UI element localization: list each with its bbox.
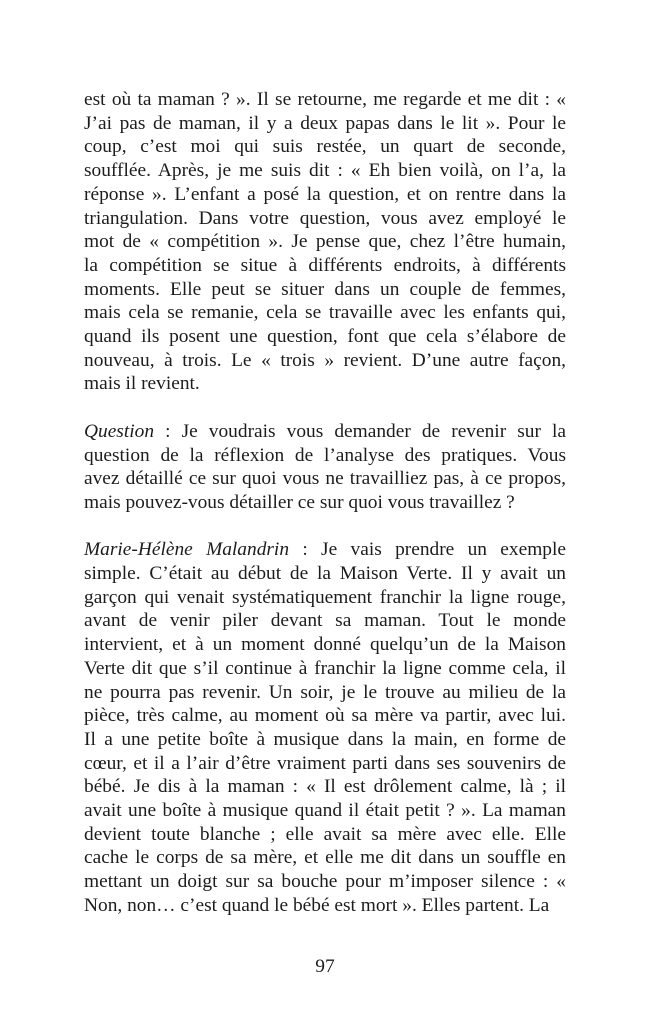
text-line [84,728,566,752]
text-segment: avez détaillé ce sur quoi vous ne travailliez pas, à ce propos, [84,468,566,490]
text-segment: question de la réflexion de l’analyse des pratiques. Vous [84,444,566,466]
text-segment: : Je voudrais vous demander de revenir sur la [154,420,566,442]
text-segment: mais cela se remanie, cela se travaille avec les enfants qui, [84,302,566,324]
text-segment: triangulation. Dans votre question, vous avez employé le [84,207,566,229]
text-segment: mot de « compétition ». Je pense que, chez l’être humain, [84,231,566,253]
text-line [84,207,566,231]
text-line [84,562,566,586]
text-line [84,704,566,728]
text-segment: : Je vais prendre un exemple [289,539,566,561]
text-line [84,135,566,159]
text-line [84,159,566,183]
paragraph-question [84,420,566,515]
text-line [84,799,566,823]
text-segment: moments. Elle peut se situer dans un couple de femmes, [84,278,566,300]
text-line [84,586,566,610]
text-segment: avant de venir piler devant sa maman. Tout le monde [84,610,566,632]
text-line [84,467,566,491]
text-segment: coup, c’est moi qui suis restée, un quart de seconde, [84,136,566,158]
text-line [84,254,566,278]
text-line [84,420,566,444]
text-segment: ne pourra pas revenir. Un soir, je le trouve au milieu de la [84,681,566,703]
text-segment: mais pouvez-vous détailler ce sur quoi vous travaillez ? [84,491,515,513]
text-segment: Il a une petite boîte à musique dans la main, en forme de [84,728,566,750]
text-line [84,657,566,681]
text-line [84,349,566,373]
text-segment: bébé. Je dis à la maman : « Il est drôlement calme, là ; il [84,776,566,798]
text-segment: devient toute blanche ; elle avait sa mère avec elle. Elle [84,823,566,845]
text-line [84,372,566,396]
text-segment: nouveau, à trois. Le « trois » revient. D’une autre façon, [84,349,566,371]
text-segment: pièce, très calme, au moment où sa mère va partir, avec lui. [84,705,566,727]
speaker-name: Marie-Hélène Malandrin [84,539,290,561]
text-line [84,752,566,776]
text-line [84,88,566,112]
text-line [84,681,566,705]
text-line [84,112,566,136]
paragraph-malandrin-answer [84,538,566,917]
text-segment: Verte dit que s’il continue à franchir la ligne comme cela, il [84,657,566,679]
text-line [84,444,566,468]
text-line [84,301,566,325]
text-line [84,775,566,799]
text-segment: garçon qui venait systématiquement franchir la ligne rouge, [84,586,566,608]
text-segment: est où ta maman ? ». Il se retourne, me regarde et me dit : « [84,89,566,110]
text-segment: mettant un doigt sur sa bouche pour m’imposer silence : « [84,871,566,893]
text-line [84,325,566,349]
text-line [84,846,566,870]
text-line [84,183,566,207]
text-line [84,230,566,254]
speaker-name: Question [84,420,155,442]
text-segment: J’ai pas de maman, il y a deux papas dans le lit ». Pour le [84,112,566,134]
text-line [84,491,566,515]
page-number: 97 [315,956,335,977]
text-segment: intervient, et à un moment donné quelqu’un de la Maison [84,634,566,656]
text-line [84,870,566,894]
text-segment: la compétition se situe à différents endroits, à différents [84,254,566,276]
text-segment: mais il revient. [84,373,200,395]
text-block [84,88,566,918]
text-segment: Non, non… c’est quand le bébé est mort ». Elles partent. La [84,894,550,916]
text-line [84,538,566,562]
text-segment: simple. C’était au début de la Maison Verte. Il y avait un [84,563,566,585]
text-line [84,609,566,633]
text-line [84,278,566,302]
text-segment: cache le corps de sa mère, et elle me dit dans un souffle en [84,847,566,869]
text-line [84,823,566,847]
text-segment: réponse ». L’enfant a posé la question, et on rentre dans la [84,183,566,205]
text-segment: soufflée. Après, je me suis dit : « Eh bien voilà, on l’a, la [84,160,566,182]
text-segment: quand ils posent une question, font que cela s’élabore de [84,326,566,348]
paragraph-triangulation-answer [84,88,566,396]
text-segment: cœur, et il a l’air d’être vraiment parti dans ses souvenirs de [84,752,566,774]
text-line [84,894,566,918]
text-line [84,633,566,657]
text-segment: avait une boîte à musique quand il était petit ? ». La maman [84,800,566,822]
